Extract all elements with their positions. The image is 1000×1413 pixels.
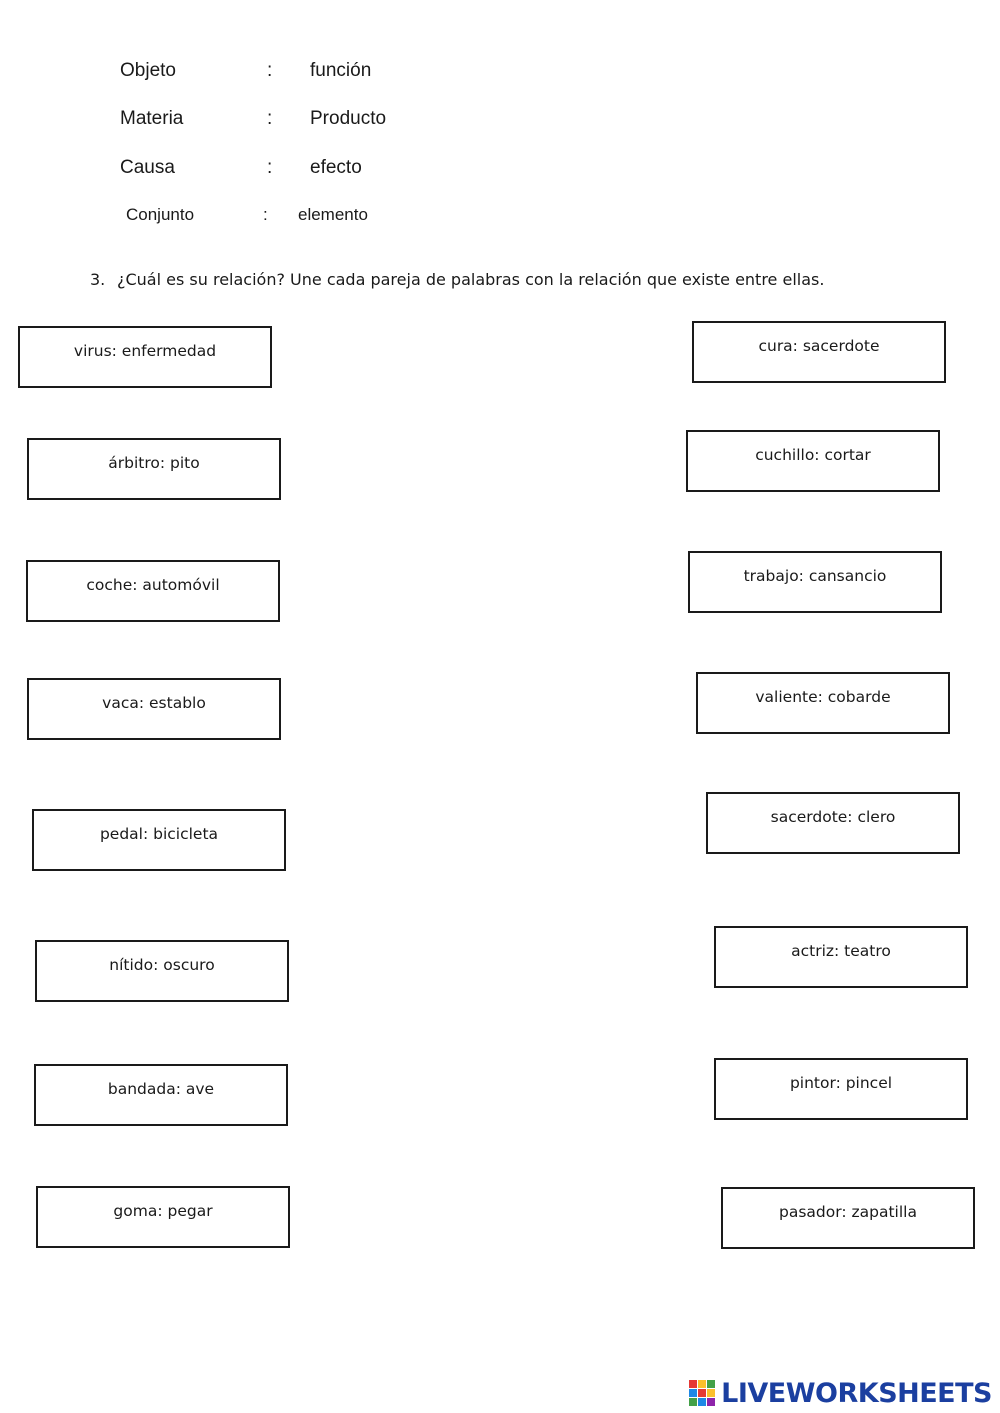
relation-colon: : <box>267 60 273 81</box>
right-pair-box-6[interactable] <box>714 926 968 988</box>
pair-label: sacerdote: clero <box>770 808 896 826</box>
brand-name: LIVEWORKSHEETS <box>721 1377 992 1409</box>
question-3 <box>90 270 824 289</box>
relation-term: Conjunto <box>126 205 195 224</box>
relation-term: Objeto <box>120 60 176 81</box>
pair-label: vaca: establo <box>102 694 206 712</box>
pair-label: árbitro: pito <box>108 454 200 472</box>
right-pair-box-8[interactable] <box>721 1187 975 1249</box>
pair-label: coche: automóvil <box>86 576 220 594</box>
right-pair-box-5[interactable] <box>706 792 960 854</box>
left-pair-box-8[interactable] <box>36 1186 290 1248</box>
liveworksheets-logo <box>689 1376 992 1410</box>
relation-value: elemento <box>298 205 368 224</box>
pair-label: valiente: cobarde <box>755 688 891 706</box>
right-pair-box-4[interactable] <box>696 672 950 734</box>
left-pair-box-1[interactable] <box>18 326 272 388</box>
liveworksheets-grid-icon <box>689 1380 715 1406</box>
left-pair-box-2[interactable] <box>27 438 281 500</box>
question-text: ¿Cuál es su relación? Une cada pareja de palabras con la relación que existe entre ellas. <box>117 270 825 289</box>
relation-colon: : <box>263 205 268 224</box>
pair-label: nítido: oscuro <box>109 956 215 974</box>
left-pair-box-4[interactable] <box>27 678 281 740</box>
left-pair-box-3[interactable] <box>26 560 280 622</box>
right-pair-box-7[interactable] <box>714 1058 968 1120</box>
pair-label: bandada: ave <box>107 1080 215 1098</box>
left-pair-box-7[interactable] <box>34 1064 288 1126</box>
pair-label: pedal: bicicleta <box>99 825 219 843</box>
left-pair-box-6[interactable] <box>35 940 289 1002</box>
pair-label: goma: pegar <box>113 1202 213 1220</box>
relation-value: función <box>310 60 372 81</box>
relation-colon: : <box>267 108 273 129</box>
pair-label: actriz: teatro <box>791 942 891 960</box>
pair-label: trabajo: cansancio <box>743 567 887 585</box>
pair-label: virus: enfermedad <box>73 342 217 360</box>
pair-label: pintor: pincel <box>789 1074 893 1092</box>
relation-value: efecto <box>310 157 362 178</box>
pair-label: cura: sacerdote <box>758 337 880 355</box>
right-pair-box-2[interactable] <box>686 430 940 492</box>
left-pair-box-5[interactable] <box>32 809 286 871</box>
pair-label: cuchillo: cortar <box>755 446 871 464</box>
relation-colon: : <box>267 157 273 178</box>
question-number: 3. <box>90 270 106 289</box>
right-pair-box-3[interactable] <box>688 551 942 613</box>
relation-term: Causa <box>120 157 175 178</box>
right-pair-box-1[interactable] <box>692 321 946 383</box>
pair-label: pasador: zapatilla <box>779 1203 917 1221</box>
relation-value: Producto <box>310 108 387 129</box>
relation-term: Materia <box>120 108 184 129</box>
